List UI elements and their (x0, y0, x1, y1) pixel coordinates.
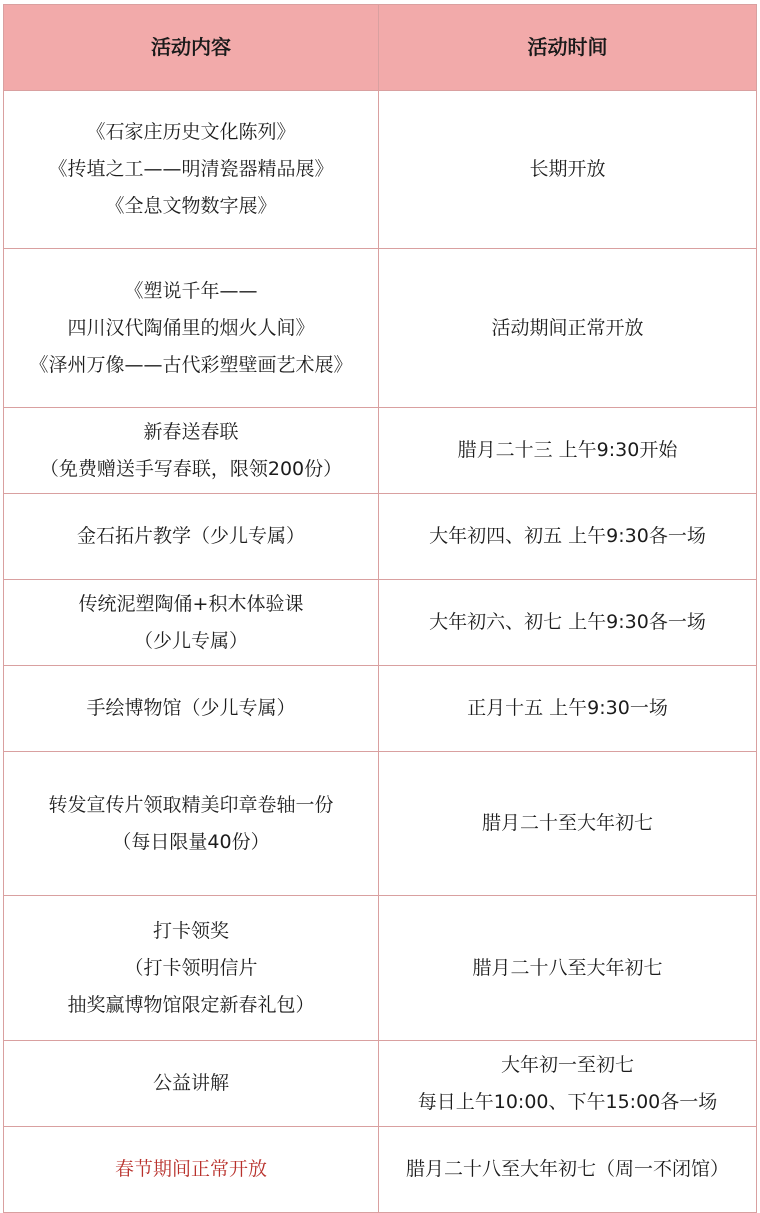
cell-line: 新春送春联 (143, 420, 239, 443)
cell-time (379, 408, 757, 494)
cell-line: 打卡领奖 (152, 919, 229, 942)
cell-content-highlight (4, 1127, 379, 1213)
cell-line: 手绘博物馆（少儿专属） (86, 697, 296, 719)
header-activity-time: 活动时间 (379, 5, 757, 91)
cell-line: 《全息文物数字展》 (105, 195, 277, 217)
cell-line: 《抟埴之工——明清瓷器精品展》 (48, 158, 334, 180)
cell-content (4, 249, 379, 408)
cell-content (4, 580, 379, 666)
cell-line: 《塑说千年—— (124, 279, 258, 302)
cell-line: 《泽州万像——古代彩塑壁画艺术展》 (29, 353, 353, 376)
table-row (4, 666, 757, 752)
cell-line: 腊月二十至大年初七 (481, 812, 653, 834)
table-row (4, 494, 757, 580)
cell-time (379, 1127, 757, 1213)
cell-content (4, 1041, 379, 1127)
cell-line: 大年初四、初五 上午9:30各一场 (429, 525, 706, 547)
cell-line: 每日上午10:00、下午15:00各一场 (417, 1090, 718, 1113)
cell-line: 正月十五 上午9:30一场 (467, 697, 668, 719)
cell-line: 大年初六、初七 上午9:30各一场 (429, 611, 706, 633)
cell-time (379, 249, 757, 408)
cell-line: 大年初一至初七 (500, 1053, 634, 1076)
cell-line: 长期开放 (529, 158, 606, 180)
table-header-row (4, 5, 757, 91)
cell-time (379, 752, 757, 896)
cell-line: 传统泥塑陶俑+积木体验课 (78, 592, 304, 615)
cell-time (379, 494, 757, 580)
cell-time (379, 580, 757, 666)
cell-content (4, 408, 379, 494)
cell-line: （每日限量40份） (112, 830, 270, 853)
cell-line: （打卡领明信片 (124, 956, 258, 979)
table-row (4, 752, 757, 896)
cell-time (379, 896, 757, 1041)
table-row (4, 91, 757, 249)
table-row (4, 580, 757, 666)
cell-line: 腊月二十八至大年初七 (472, 956, 663, 979)
cell-line: 腊月二十八至大年初七（周一不闭馆） (405, 1158, 729, 1180)
cell-content (4, 752, 379, 896)
cell-content (4, 666, 379, 752)
table-row (4, 249, 757, 408)
cell-line: 四川汉代陶俑里的烟火人间》 (67, 316, 315, 339)
cell-line: 金石拓片教学（少儿专属） (76, 525, 305, 547)
cell-line: 抽奖赢博物馆限定新春礼包） (67, 993, 315, 1016)
cell-line: 腊月二十三 上午9:30开始 (457, 439, 678, 461)
cell-line: 转发宣传片领取精美印章卷轴一份 (48, 793, 334, 816)
table-row (4, 408, 757, 494)
cell-line: 公益讲解 (152, 1072, 229, 1094)
cell-time (379, 91, 757, 249)
cell-line: 春节期间正常开放 (114, 1158, 267, 1180)
cell-content (4, 896, 379, 1041)
table-row (4, 1041, 757, 1127)
cell-line: （免费赠送手写春联，限领200份） (39, 457, 343, 480)
cell-content (4, 494, 379, 580)
cell-content (4, 91, 379, 249)
cell-line: 活动期间正常开放 (491, 316, 644, 339)
cell-time (379, 666, 757, 752)
header-activity-content: 活动内容 (4, 5, 379, 91)
table-row (4, 896, 757, 1041)
cell-line: （少儿专属） (133, 629, 248, 652)
cell-line: 《石家庄历史文化陈列》 (86, 121, 296, 143)
table-row (4, 1127, 757, 1213)
event-schedule-table (3, 4, 757, 1213)
cell-time (379, 1041, 757, 1127)
